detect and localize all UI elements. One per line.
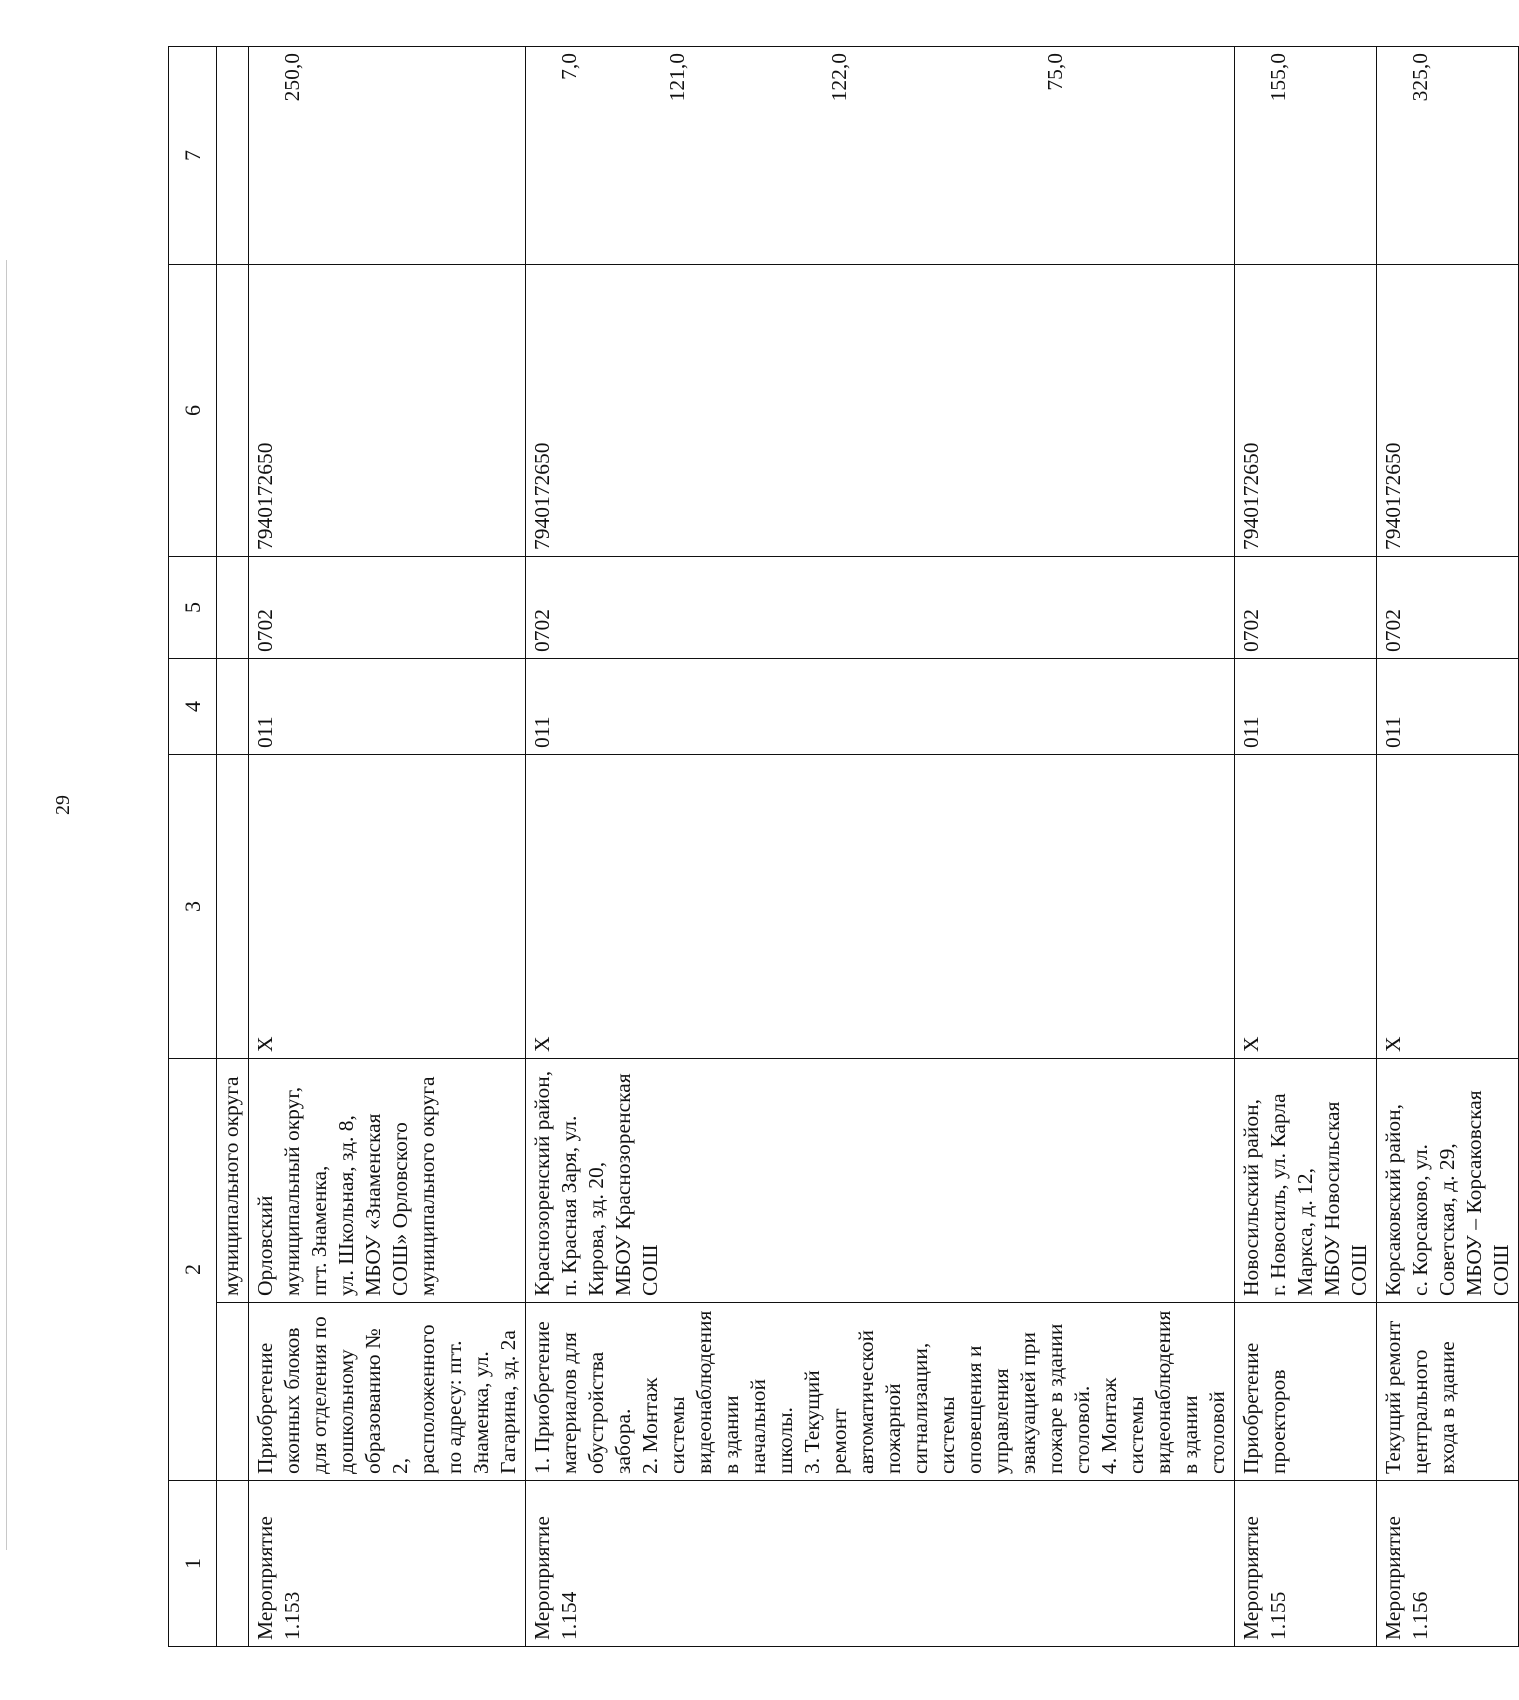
amount-cell <box>1377 47 1519 265</box>
location-cell: Орловский муниципальный округ, пгт. Знаменка, ул. Школьная, зд. 8, МБОУ «Знаменская СОШ» Орловского муниципального округа <box>249 1059 526 1303</box>
col6-cell: 7940172650 <box>249 265 526 557</box>
header-col-3: 3 <box>169 755 217 1059</box>
amount-value: 250,0 <box>280 53 304 102</box>
col6-cell: 7940172650 <box>1235 265 1377 557</box>
location-cell: Краснозоренский район, п. Красная Заря, ул. Кирова, зд. 20, МБОУ Краснозоренская СОШ <box>526 1059 1235 1303</box>
col3-cell: X <box>249 755 526 1059</box>
location-cell: Корсаковский район, с. Корсаково, ул. Советская, д. 29, МБОУ – Корсаковская СОШ <box>1377 1059 1519 1303</box>
header-col-7: 7 <box>169 47 217 265</box>
event-cell: Мероприятие 1.155 <box>1235 1481 1377 1647</box>
column-number-row <box>169 47 217 1647</box>
col3-cell: X <box>526 755 1235 1059</box>
table-row <box>526 47 1235 1647</box>
continuation-cell-4 <box>217 659 249 755</box>
continuation-cell-5 <box>217 557 249 659</box>
amount-value: 7,0 <box>557 53 581 80</box>
description-cell: 1. Приобретение материалов для обустройства забора. 2. Монтаж системы видеонаблюдения в здании начальной школы. 3. Текущий ремонт автоматической пожарной сигнализации, системы оповещения и управления эвакуацией при пожаре в здании столовой. 4. Монтаж системы видеонаблюдения в здании столовой <box>526 1303 1235 1481</box>
amount-value: 121,0 <box>665 53 689 102</box>
col6-cell: 7940172650 <box>1377 265 1519 557</box>
col5-cell: 0702 <box>1377 557 1519 659</box>
amount-cell <box>526 47 1235 265</box>
col3-cell: X <box>1377 755 1519 1059</box>
continuation-cell-desc <box>217 1303 249 1481</box>
amount-gap <box>718 53 799 258</box>
continuation-cell-7 <box>217 47 249 265</box>
col5-cell: 0702 <box>526 557 1235 659</box>
header-col-4: 4 <box>169 659 217 755</box>
col3-cell: X <box>1235 755 1377 1059</box>
header-col-2: 2 <box>169 1059 217 1481</box>
rotated-table-wrapper <box>168 47 1513 1647</box>
description-cell: Приобретение проекторов <box>1235 1303 1377 1481</box>
description-cell: Приобретение оконных блоков для отделения по дошкольному образованию № 2, расположенного по адресу: пгт. Знаменка, ул. Гагарина, зд. 2а <box>249 1303 526 1481</box>
event-cell: Мероприятие 1.156 <box>1377 1481 1519 1647</box>
col4-cell: 011 <box>526 659 1235 755</box>
location-cell: Новосильский район, г. Новосиль, ул. Карла Маркса, д. 12, МБОУ Новосильская СОШ <box>1235 1059 1377 1303</box>
table-row <box>1235 47 1377 1647</box>
col6-cell: 7940172650 <box>526 265 1235 557</box>
margin-rule <box>6 260 7 1550</box>
header-col-5: 5 <box>169 557 217 659</box>
event-cell: Мероприятие 1.154 <box>526 1481 1235 1647</box>
amount-gap <box>610 53 637 258</box>
budget-table <box>168 46 1519 1647</box>
continuation-cell-1 <box>217 1481 249 1647</box>
col4-cell: 011 <box>1235 659 1377 755</box>
continuation-cell-location: муниципального округа <box>217 1059 249 1303</box>
amount-cell <box>1235 47 1377 265</box>
amount-cell <box>249 47 526 265</box>
description-cell: Текущий ремонт центрального входа в здание <box>1377 1303 1519 1481</box>
col5-cell: 0702 <box>1235 557 1377 659</box>
table-row <box>1377 47 1519 1647</box>
amount-value: 122,0 <box>827 53 851 102</box>
header-col-1: 1 <box>169 1481 217 1647</box>
page-number: 29 <box>52 795 74 815</box>
header-col-6: 6 <box>169 265 217 557</box>
amount-value: 325,0 <box>1408 53 1432 102</box>
amount-value: 75,0 <box>1043 53 1067 91</box>
continuation-cell-3 <box>217 755 249 1059</box>
event-cell: Мероприятие 1.153 <box>249 1481 526 1647</box>
col5-cell: 0702 <box>249 557 526 659</box>
amount-gap <box>880 53 1015 258</box>
col4-cell: 011 <box>249 659 526 755</box>
amount-value: 155,0 <box>1266 53 1290 102</box>
table-row <box>249 47 526 1647</box>
continuation-cell-6 <box>217 265 249 557</box>
col4-cell: 011 <box>1377 659 1519 755</box>
continuation-row <box>217 47 249 1647</box>
